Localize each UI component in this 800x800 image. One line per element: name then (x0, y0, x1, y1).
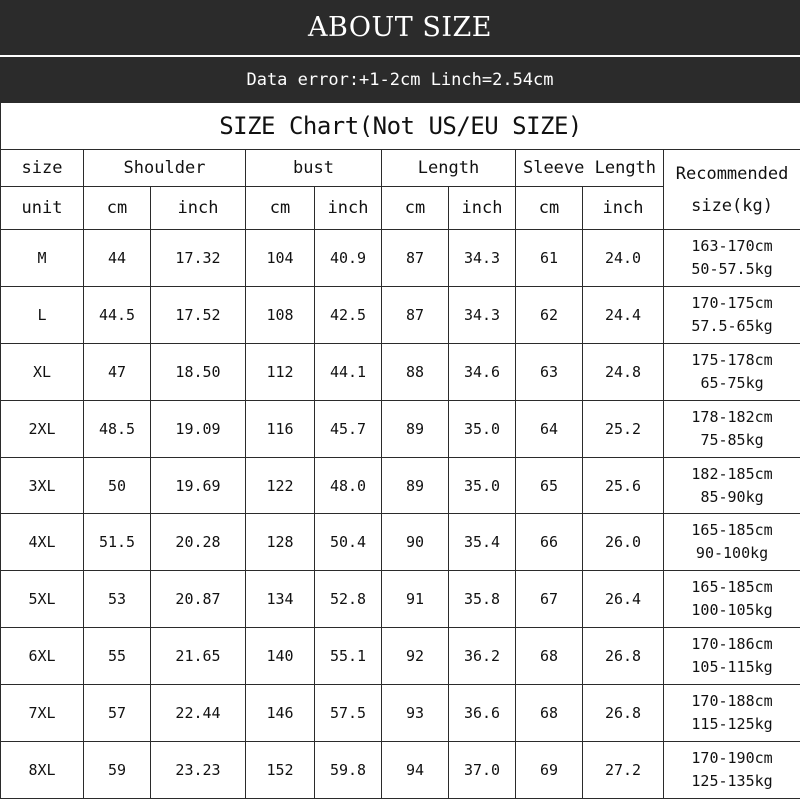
bust-inch-cell: 44.1 (315, 343, 382, 400)
recommended-height: 170-175cm (691, 293, 773, 312)
shoulder-inch-cell: 23.23 (151, 742, 246, 799)
sleeve-inch-cell: 24.8 (583, 343, 664, 400)
shoulder-cm-cell: 44 (84, 230, 151, 287)
length-cm-header: cm (382, 187, 449, 230)
recommended-size-cell (664, 685, 800, 742)
sleeve-inch-cell: 26.8 (583, 685, 664, 742)
bust-cm-cell: 128 (246, 514, 315, 571)
length-cm-cell: 89 (382, 400, 449, 457)
shoulder-inch-cell: 20.87 (151, 571, 246, 628)
size-row (1, 685, 800, 742)
length-inch-cell: 35.8 (449, 571, 516, 628)
recommended-weight: 100-105kg (691, 601, 773, 620)
length-inch-cell: 36.2 (449, 628, 516, 685)
shoulder-inch-cell: 21.65 (151, 628, 246, 685)
recommended-weight: 50-57.5kg (691, 259, 773, 278)
chart-title-row (1, 103, 800, 150)
sleeve-cm-header: cm (516, 187, 583, 230)
recommended-header-line2: size(kg) (691, 195, 773, 216)
column-group-header-row (1, 150, 800, 187)
sleeve-inch-cell: 24.0 (583, 230, 664, 287)
bust-inch-cell: 59.8 (315, 742, 382, 799)
shoulder-cm-cell: 50 (84, 457, 151, 514)
bust-cm-cell: 116 (246, 400, 315, 457)
size-cell: 6XL (1, 628, 84, 685)
length-cm-cell: 90 (382, 514, 449, 571)
length-cm-cell: 89 (382, 457, 449, 514)
length-cm-cell: 87 (382, 230, 449, 287)
sleeve-cm-cell: 66 (516, 514, 583, 571)
length-inch-cell: 34.6 (449, 343, 516, 400)
length-cm-cell: 91 (382, 571, 449, 628)
sleeve-cm-cell: 68 (516, 685, 583, 742)
sleeve-length-column-header: Sleeve Length (516, 150, 664, 187)
shoulder-cm-cell: 47 (84, 343, 151, 400)
bust-column-header: bust (246, 150, 382, 187)
shoulder-inch-cell: 17.52 (151, 286, 246, 343)
size-row (1, 571, 800, 628)
bust-inch-cell: 48.0 (315, 457, 382, 514)
length-inch-cell: 34.3 (449, 230, 516, 287)
shoulder-inch-cell: 19.09 (151, 400, 246, 457)
length-inch-cell: 36.6 (449, 685, 516, 742)
size-row (1, 742, 800, 799)
sleeve-cm-cell: 62 (516, 286, 583, 343)
length-inch-header: inch (449, 187, 516, 230)
bust-inch-cell: 42.5 (315, 286, 382, 343)
size-cell: 3XL (1, 457, 84, 514)
sleeve-cm-cell: 61 (516, 230, 583, 287)
length-cm-cell: 93 (382, 685, 449, 742)
recommended-size-cell (664, 742, 800, 799)
recommended-size-cell (664, 400, 800, 457)
size-row (1, 286, 800, 343)
recommended-header-line1: Recommended (675, 163, 789, 184)
sleeve-cm-cell: 63 (516, 343, 583, 400)
bust-cm-cell: 122 (246, 457, 315, 514)
length-inch-cell: 35.0 (449, 457, 516, 514)
length-cm-cell: 88 (382, 343, 449, 400)
size-cell: L (1, 286, 84, 343)
unit-column-header: unit (1, 187, 84, 230)
recommended-size-column-header (664, 150, 800, 230)
bust-cm-cell: 146 (246, 685, 315, 742)
length-cm-cell: 92 (382, 628, 449, 685)
recommended-weight: 85-90kg (700, 487, 764, 506)
shoulder-inch-cell: 17.32 (151, 230, 246, 287)
size-cell: 4XL (1, 514, 84, 571)
bust-inch-cell: 55.1 (315, 628, 382, 685)
recommended-height: 165-185cm (691, 521, 773, 540)
recommended-size-cell (664, 343, 800, 400)
size-cell: 8XL (1, 742, 84, 799)
size-cell: 2XL (1, 400, 84, 457)
sleeve-inch-header: inch (583, 187, 664, 230)
bust-cm-cell: 108 (246, 286, 315, 343)
shoulder-cm-cell: 48.5 (84, 400, 151, 457)
bust-cm-cell: 140 (246, 628, 315, 685)
shoulder-cm-cell: 51.5 (84, 514, 151, 571)
size-column-header: size (1, 150, 84, 187)
bust-inch-cell: 45.7 (315, 400, 382, 457)
sleeve-cm-cell: 64 (516, 400, 583, 457)
shoulder-cm-cell: 57 (84, 685, 151, 742)
recommended-weight: 90-100kg (695, 544, 769, 563)
bust-inch-cell: 40.9 (315, 230, 382, 287)
length-inch-cell: 35.0 (449, 400, 516, 457)
size-cell: M (1, 230, 84, 287)
size-row (1, 400, 800, 457)
recommended-size-cell (664, 457, 800, 514)
recommended-weight: 125-135kg (691, 771, 773, 790)
recommended-height: 163-170cm (691, 236, 773, 255)
recommended-height: 170-188cm (691, 692, 773, 711)
shoulder-inch-cell: 22.44 (151, 685, 246, 742)
shoulder-column-header: Shoulder (84, 150, 246, 187)
shoulder-cm-cell: 53 (84, 571, 151, 628)
size-row (1, 514, 800, 571)
sleeve-cm-cell: 65 (516, 457, 583, 514)
shoulder-cm-header: cm (84, 187, 151, 230)
bust-inch-cell: 50.4 (315, 514, 382, 571)
chart-title: SIZE Chart(Not US/EU SIZE) (1, 103, 800, 150)
recommended-size-cell (664, 514, 800, 571)
size-chart-table (0, 102, 800, 799)
bust-cm-header: cm (246, 187, 315, 230)
shoulder-cm-cell: 44.5 (84, 286, 151, 343)
shoulder-inch-cell: 20.28 (151, 514, 246, 571)
bust-inch-header: inch (315, 187, 382, 230)
recommended-size-cell (664, 571, 800, 628)
sleeve-inch-cell: 26.0 (583, 514, 664, 571)
sleeve-inch-cell: 26.4 (583, 571, 664, 628)
size-row (1, 343, 800, 400)
sleeve-cm-cell: 67 (516, 571, 583, 628)
recommended-weight: 57.5-65kg (691, 316, 773, 335)
recommended-size-cell (664, 286, 800, 343)
recommended-weight: 65-75kg (700, 373, 764, 392)
recommended-height: 170-190cm (691, 748, 773, 767)
sleeve-cm-cell: 69 (516, 742, 583, 799)
length-cm-cell: 94 (382, 742, 449, 799)
shoulder-inch-cell: 19.69 (151, 457, 246, 514)
shoulder-cm-cell: 59 (84, 742, 151, 799)
sleeve-cm-cell: 68 (516, 628, 583, 685)
shoulder-cm-cell: 55 (84, 628, 151, 685)
bust-cm-cell: 104 (246, 230, 315, 287)
bust-cm-cell: 152 (246, 742, 315, 799)
shoulder-inch-cell: 18.50 (151, 343, 246, 400)
bust-cm-cell: 134 (246, 571, 315, 628)
length-column-header: Length (382, 150, 516, 187)
length-inch-cell: 35.4 (449, 514, 516, 571)
size-cell: XL (1, 343, 84, 400)
sleeve-inch-cell: 26.8 (583, 628, 664, 685)
length-cm-cell: 87 (382, 286, 449, 343)
size-cell: 7XL (1, 685, 84, 742)
sleeve-inch-cell: 24.4 (583, 286, 664, 343)
sleeve-inch-cell: 25.2 (583, 400, 664, 457)
shoulder-inch-header: inch (151, 187, 246, 230)
length-inch-cell: 34.3 (449, 286, 516, 343)
size-row (1, 628, 800, 685)
recommended-height: 170-186cm (691, 635, 773, 654)
recommended-weight: 115-125kg (691, 715, 773, 734)
size-cell: 5XL (1, 571, 84, 628)
measurement-note: Data error:+1-2cm Linch=2.54cm (0, 57, 800, 102)
recommended-size-cell (664, 628, 800, 685)
recommended-weight: 105-115kg (691, 658, 773, 677)
bust-inch-cell: 57.5 (315, 685, 382, 742)
size-row (1, 230, 800, 287)
recommended-height: 182-185cm (691, 464, 773, 483)
recommended-height: 165-185cm (691, 578, 773, 597)
recommended-size-cell (664, 230, 800, 287)
about-size-title: ABOUT SIZE (0, 0, 800, 57)
length-inch-cell: 37.0 (449, 742, 516, 799)
size-row (1, 457, 800, 514)
sleeve-inch-cell: 25.6 (583, 457, 664, 514)
bust-cm-cell: 112 (246, 343, 315, 400)
sleeve-inch-cell: 27.2 (583, 742, 664, 799)
recommended-height: 175-178cm (691, 350, 773, 369)
bust-inch-cell: 52.8 (315, 571, 382, 628)
recommended-weight: 75-85kg (700, 430, 764, 449)
recommended-height: 178-182cm (691, 407, 773, 426)
